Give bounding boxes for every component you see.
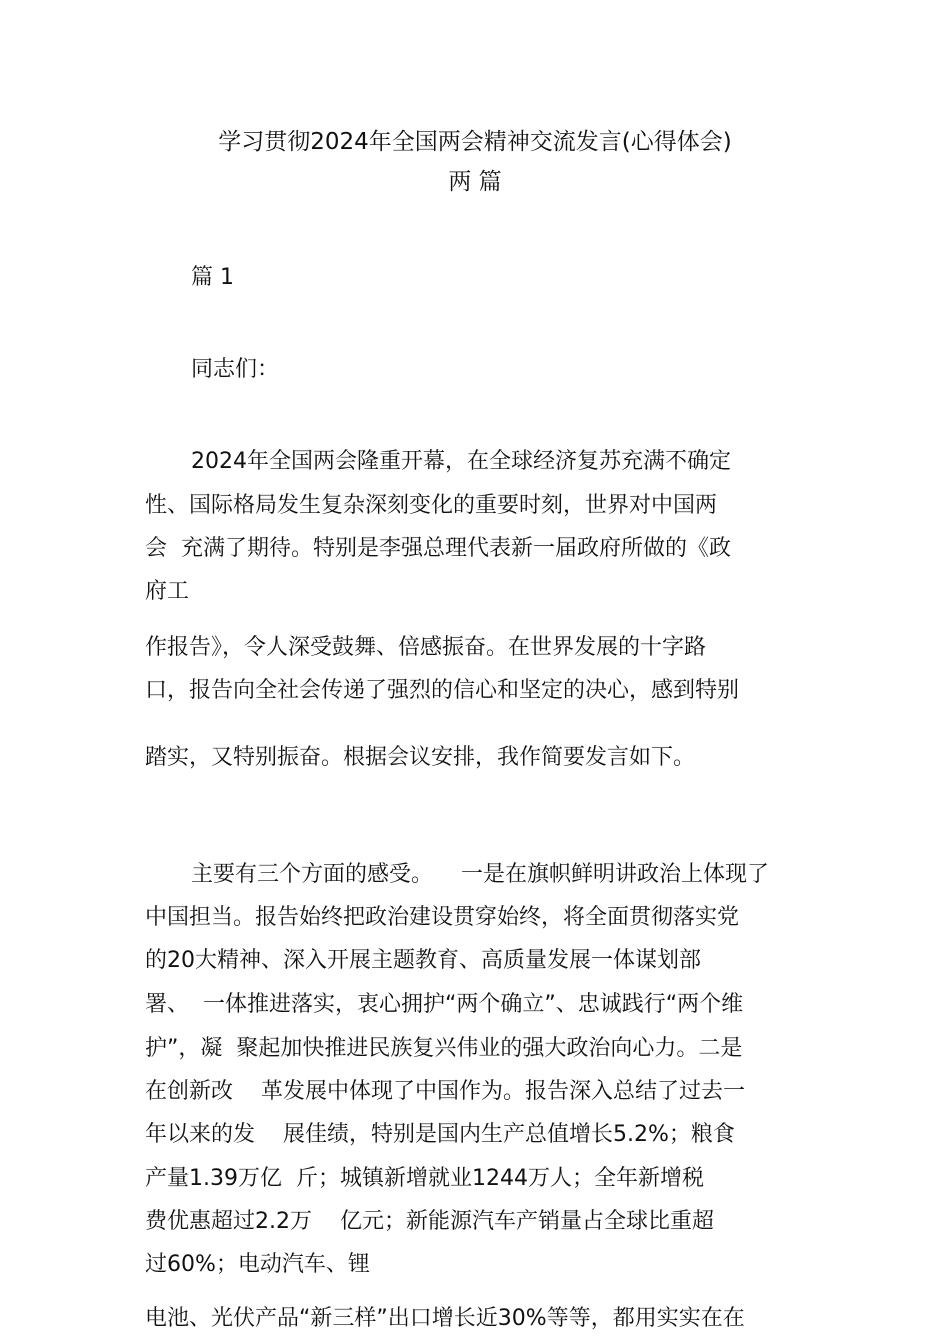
body-line-3: 会 充满了期待。特别是李强总理代表新一届政府所做的《政 [145,536,731,561]
body-line-17: 过60%；电动汽车、锂 [145,1252,370,1277]
document-title-line-1: 学习贯彻2024年全国两会精神交流发言(心得体会) [218,129,732,155]
body-line-7: 踏实，又特别振奋。根据会议安排，我作简要发言如下。 [145,745,696,770]
body-line-11: 署、 一体推进落实，衷心拥护“两个确立”、忠诚践行“两个维 [145,992,744,1017]
body-line-6: 口，报告向全社会传递了强烈的信心和坚定的决心，感到特别 [145,678,740,703]
document-title-line-2: 两 篇 [448,169,502,195]
body-line-2: 性、国际格局发生复杂深刻变化的重要时刻，世界对中国两 [145,493,718,518]
body-line-18: 电池、光伏产品“新三样”出口增长近30%等等，都用实实在在 [145,1306,745,1331]
body-line-16: 费优惠超过2.2万 亿元；新能源汽车产销量占全球比重超 [145,1209,714,1234]
body-line-12: 护”，凝 聚起加快推进民族复兴伟业的强大政治向心力。二是 [145,1036,743,1061]
section-label: 篇 1 [191,265,234,290]
body-line-1: 2024年全国两会隆重开幕，在全球经济复苏充满不确定 [191,449,731,474]
body-line-8: 主要有三个方面的感受。 一是在旗帜鲜明讲政治上体现了 [191,862,769,887]
salutation: 同志们： [191,357,280,382]
body-line-4: 府工 [145,579,190,604]
body-line-14: 年以来的发 展佳绩，特别是国内生产总值增长5.2%；粮食 [145,1122,735,1147]
body-line-9: 中国担当。报告始终把政治建设贯穿始终，将全面贯彻落实党 [145,905,740,930]
body-line-5: 作报告》，令人深受鼓舞、倍感振奋。在世界发展的十字路 [145,635,707,660]
body-line-13: 在创新改 革发展中体现了中国作为。报告深入总结了过去一 [145,1079,745,1104]
body-line-10: 的20大精神、深入开展主题教育、高质量发展一体谋划部 [145,948,701,973]
body-line-15: 产量1.39万亿 斤；城镇新增就业1244万人；全年新增税 [145,1166,704,1191]
